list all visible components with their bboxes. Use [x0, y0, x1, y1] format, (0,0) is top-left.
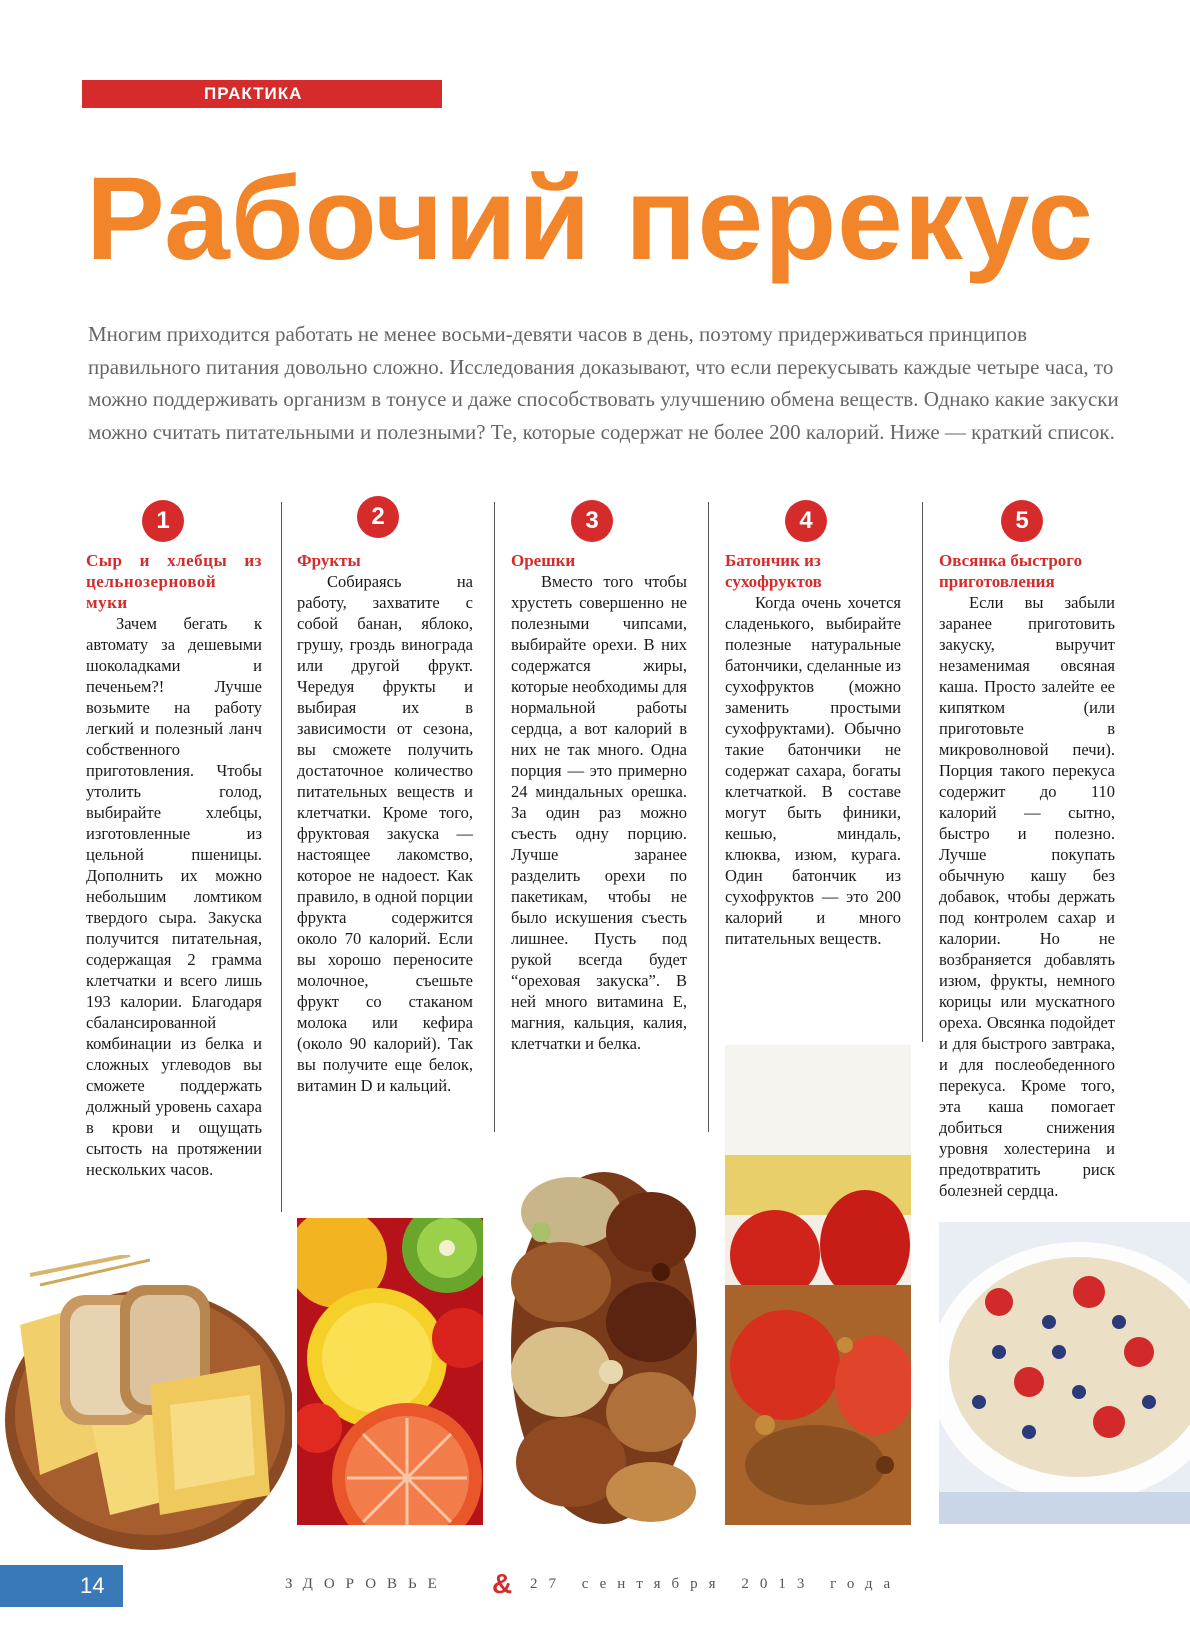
- column-3: [511, 500, 687, 1054]
- column-2: [297, 500, 473, 1096]
- lead-paragraph: Многим приходится работать не менее восьми-девяти часов в день, поэтому придерживаться принципов правильного питания довольно сложно. Исследования доказывают, что если перекусывать каждые четыре часа, то можно поддерживать организм в тонусе и даже способствовать улучшению обмена веществ. Однако какие закуски можно считать питательными и полезными? Те, которые содержат не более 200 калорий. Ниже — краткий список.: [88, 322, 1119, 444]
- column-divider: [494, 502, 495, 1132]
- column-5-heading: Овсянка быстрого приготовления: [939, 551, 1083, 591]
- column-3-number-badge: 3: [571, 500, 613, 542]
- footer-magazine-name: ЗДОРОВЬЕ: [285, 1576, 448, 1592]
- footer-ampersand-logo: &: [492, 1568, 513, 1599]
- column-divider: [281, 502, 282, 1212]
- column-2-heading: Фрукты: [297, 551, 361, 570]
- column-1-body: Зачем бегать к автомату за дешевыми шоколадками и печеньем?! Лучше возьмите на работу легкий и полезный ланч собственного приготовления. Чтобы утолить голод, выбирайте хлебцы, изготовленные из цельной пшеницы. Дополнить их можно небольшим ломтиком твердого сыра. Закуска получится питательная, содержащая 2 грамма клетчатки и всего лишь 193 калории. Благодаря сбалансированной комбинации из белка и сложных углеводов вы сможете поддержать должный уровень сахара в крови и ощущать сытость на протяжении нескольких часов.: [86, 614, 262, 1179]
- column-2-number-badge: 2: [357, 496, 399, 538]
- column-4: [725, 500, 901, 949]
- cheese-bread-photo: [0, 1255, 292, 1555]
- column-5-body: Если вы забыли заранее приготовить закуску, выручит незаменимая овсяная каша. Просто залейте ее кипятком (или приготовьте в микроволновой печи). Порция такого перекуса содержит до 110 калорий — сытно, быстро и полезно. Лучше покупать обычную кашу без добавок, чтобы держать под контролем сахар и калории. Но не возбраняется добавлять изюм, фрукты, немного корицы или мускатного ореха. Овсянка подойдет и для быстрого завтрака, и для послеобеденного перекуса. Кроме того, эта каша помогает добиться снижения уровня холестерина и предотвратить риск болезней сердца.: [939, 593, 1115, 1200]
- column-1-heading: Сыр и хлебцы из цельнозерновой муки: [86, 551, 262, 612]
- column-4-body: Когда очень хочется сладенького, выбирайте полезные натуральные батончики, сделанные из сухофруктов (можно заменить простыми сухофруктами). Обычно такие батончики не содержат сахара, богаты клетчаткой. В составе могут быть финики, кешью, миндаль, клюква, изюм, курага. Один батончик из сухофруктов — это 200 калорий и много питательных веществ.: [725, 593, 901, 948]
- rubric-label: ПРАКТИКА: [204, 84, 303, 103]
- column-1-number-badge: 1: [142, 500, 184, 542]
- column-divider: [708, 502, 709, 1132]
- page-number-bar: [0, 1565, 123, 1607]
- column-5: [939, 500, 1115, 1201]
- footer-issue-date: 27 сентября 2013 года: [530, 1576, 902, 1592]
- column-4-number-badge: 4: [785, 500, 827, 542]
- column-1: [86, 500, 262, 1180]
- nuts-photo: [511, 1172, 697, 1524]
- rubric-bar: [82, 80, 442, 108]
- column-3-heading: Орешки: [511, 551, 576, 570]
- column-3-body: Вместо того чтобы хрустеть совершенно не полезными чипсами, выбирайте орехи. В них содержатся жиры, которые необходимы для нормальной работы сердца, а вот калорий в них не так много. Одна порция — это примерно 24 миндальных орешка. За один раз можно съесть одну порцию. Лучше заранее разделить орехи по пакетикам, чтобы не было искушения съесть лишнее. Пусть под рукой всегда будет “ореховая закуска”. В ней много витамина E, магния, кальция, калия, клетчатки и белка.: [511, 572, 687, 1053]
- fruits-photo: [297, 1218, 483, 1525]
- fruit-bar-photo: [725, 1045, 911, 1525]
- oatmeal-photo: [939, 1222, 1190, 1524]
- column-4-heading: Батончик из сухофруктов: [725, 551, 822, 591]
- column-divider: [922, 502, 923, 1042]
- page-number: 14: [80, 1573, 105, 1598]
- column-2-body: Собираясь на работу, захватите с собой банан, яблоко, грушу, гроздь винограда или другой фрукт. Чередуя фрукты и выбирая их в зависимости от сезона, вы сможете получить достаточное количество питательных веществ и клетчатки. Кроме того, фруктовая закуска — настоящее лакомство, которое не надоест. Как правило, в одной порции фрукта содержится около 70 калорий. Если вы хорошо переносите молочное, съешьте фрукт со стаканом молока или кефира (около 90 калорий). Так вы получите еще белок, витамин D и кальций.: [297, 572, 473, 1095]
- column-5-number-badge: 5: [1001, 500, 1043, 542]
- page-title: Рабочий перекус: [86, 153, 1095, 285]
